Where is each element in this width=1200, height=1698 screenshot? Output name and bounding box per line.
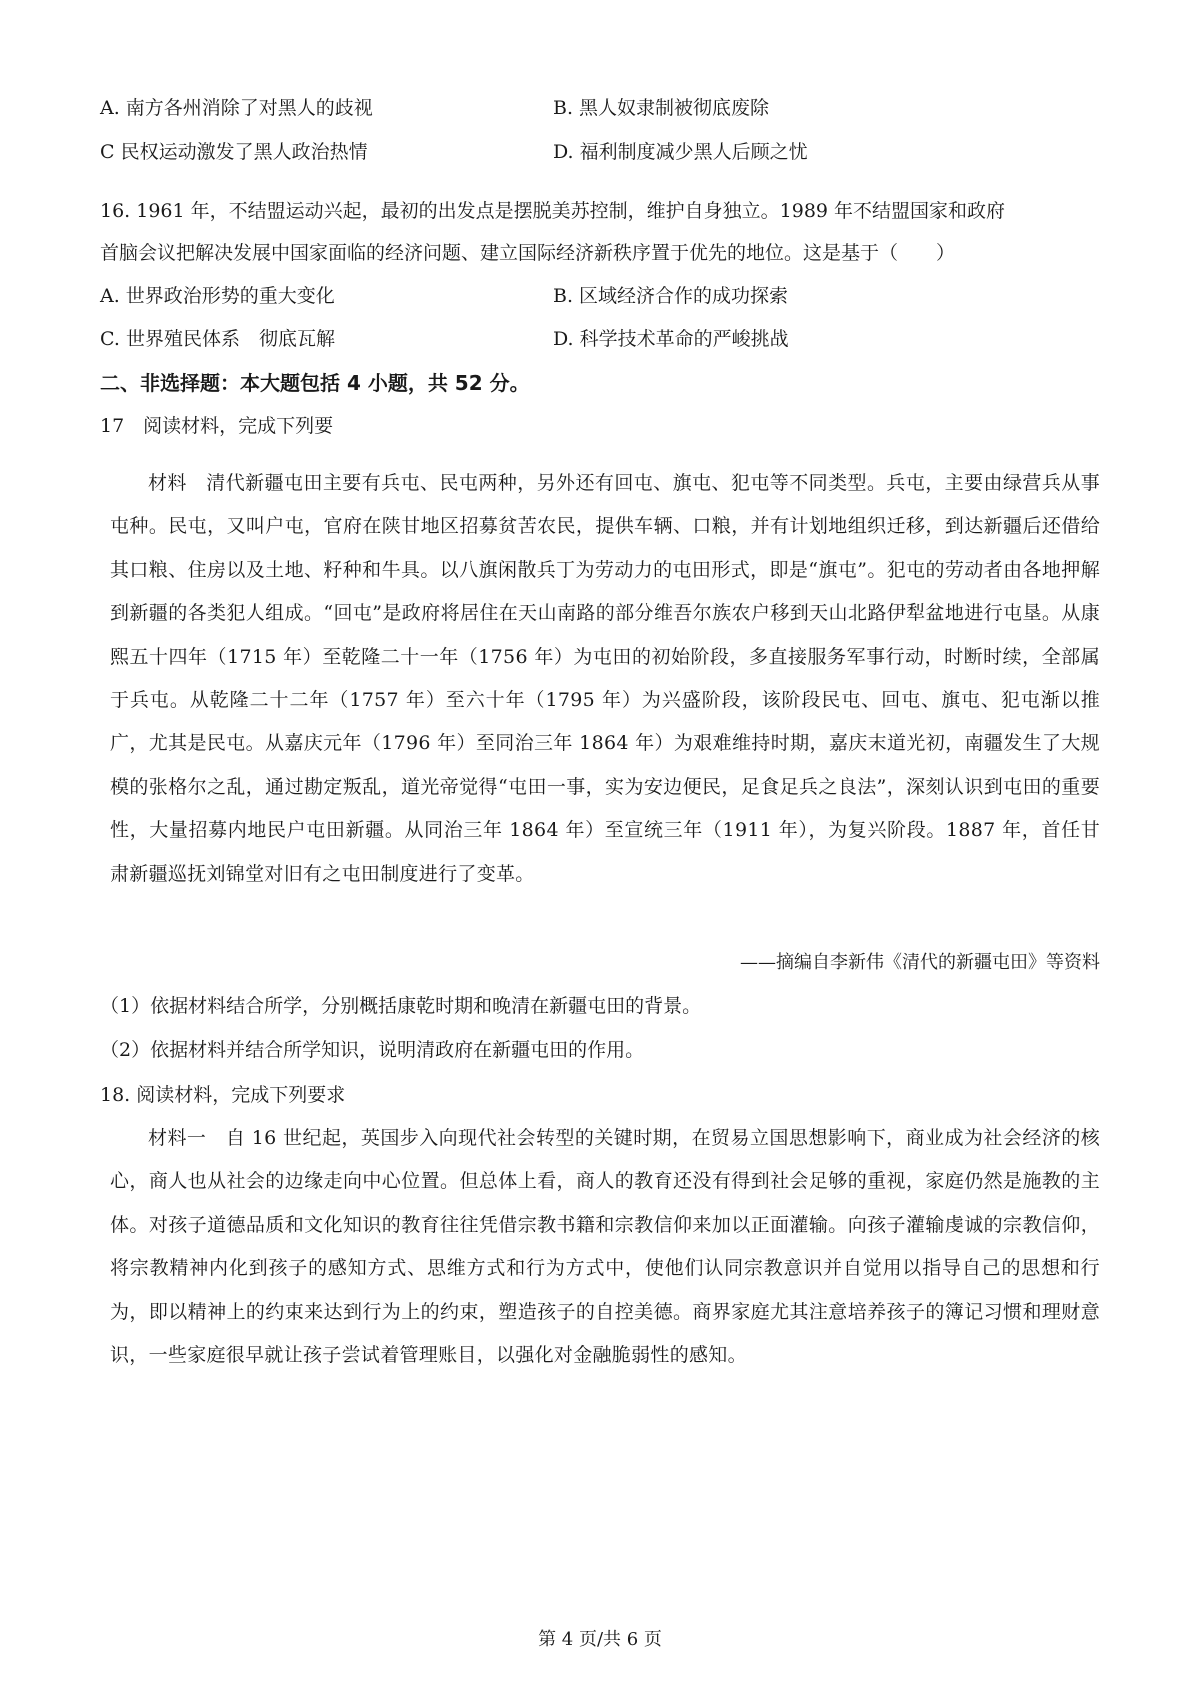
q16-stem-line1: 16. 1961 年，不结盟运动兴起，最初的出发点是摆脱美苏控制，维护自身独立。1989 年不结盟国家和政府 bbox=[100, 200, 1006, 222]
q16-stem-line2: 首脑会议把解决发展中国家面临的经济问题、建立国际经济新秩序置于优先的地位。这是基于（ ） bbox=[100, 242, 956, 264]
q17-subquestion-1: （1）依据材料结合所学，分别概括康乾时期和晚清在新疆屯田的背景。 bbox=[100, 995, 702, 1017]
page-footer: 第 4 页/共 6 页 bbox=[538, 1629, 662, 1650]
q17-title: 17 阅读材料，完成下列要 bbox=[100, 415, 334, 437]
q16-option-c: C. 世界殖民体系 彻底瓦解 bbox=[100, 328, 335, 350]
q18-title: 18. 阅读材料，完成下列要求 bbox=[100, 1084, 346, 1106]
section2-heading: 二、非选择题：本大题包括 4 小题，共 52 分。 bbox=[100, 371, 530, 395]
q16-option-d: D. 科学技术革命的严峻挑战 bbox=[553, 328, 789, 350]
q15-option-d: D. 福利制度减少黑人后顾之忧 bbox=[553, 141, 808, 163]
q15-option-c: C 民权运动激发了黑人政治热情 bbox=[100, 141, 368, 163]
q17-source: ——摘编自李新伟《清代的新疆屯田》等资料 bbox=[740, 952, 1100, 973]
q16-option-a: A. 世界政治形势的重大变化 bbox=[100, 285, 335, 307]
q15-option-b: B. 黑人奴隶制被彻底废除 bbox=[553, 97, 770, 119]
q16-option-b: B. 区域经济合作的成功探索 bbox=[553, 285, 789, 307]
q17-subquestion-2: （2）依据材料并结合所学知识，说明清政府在新疆屯田的作用。 bbox=[100, 1039, 645, 1061]
q18-material-1: 材料一 自 16 世纪起，英国步入向现代社会转型的关键时期，在贸易立国思想影响下，商业成为社会经济的核心，商人也从社会的边缘走向中心位置。但总体上看，商人的教育还没有得到社会足够的重视，家庭仍然是施教的主体。对孩子道德品质和文化知识的教育往往凭借宗教书籍和宗教信仰来加以正面灌输。向孩子灌输虔诚的宗教信仰，将宗教精神内化到孩子的感知方式、思维方式和行为方式中，使他们认同宗教意识并自觉用以指导自己的思想和行为，即以精神上的约束来达到行为上的约束，塑造孩子的自控美德。商界家庭尤其注意培养孩子的簿记习惯和理财意识，一些家庭很早就让孩子尝试着管理账目，以强化对金融脆弱性的感知。 bbox=[110, 1127, 1100, 1367]
q15-option-a: A. 南方各州消除了对黑人的歧视 bbox=[100, 97, 373, 119]
q17-material: 材料 清代新疆屯田主要有兵屯、民屯两种，另外还有回屯、旗屯、犯屯等不同类型。兵屯，主要由绿营兵从事屯种。民屯，又叫户屯，官府在陕甘地区招募贫苦农民，提供车辆、口粮，并有计划地组织迁移，到达新疆后还借给其口粮、住房以及土地、籽种和牛具。以八旗闲散兵丁为劳动力的屯田形式，即是“旗屯”。犯屯的劳动者由各地押解到新疆的各类犯人组成。“回屯”是政府将居住在天山南路的部分维吾尔族农户移到天山北路伊犁盆地进行屯垦。从康熙五十四年（1715 年）至乾隆二十一年（1756 年）为屯田的初始阶段，多直接服务军事行动，时断时续，全部属于兵屯。从乾隆二十二年（1757 年）至六十年（1795 年）为兴盛阶段，该阶段民屯、回屯、旗屯、犯屯渐以推广，尤其是民屯。从嘉庆元年（1796 年）至同治三年 1864 年）为艰难维持时期，嘉庆末道光初，南疆发生了大规模的张格尔之乱，通过勘定叛乱，道光帝觉得“屯田一事，实为安边便民，足食足兵之良法”，深刻认识到屯田的重要性，大量招募内地民户屯田新疆。从同治三年 1864 年）至宣统三年（1911 年），为复兴阶段。1887 年，首任甘肃新疆巡抚刘锦堂对旧有之屯田制度进行了变革。 bbox=[110, 472, 1100, 885]
